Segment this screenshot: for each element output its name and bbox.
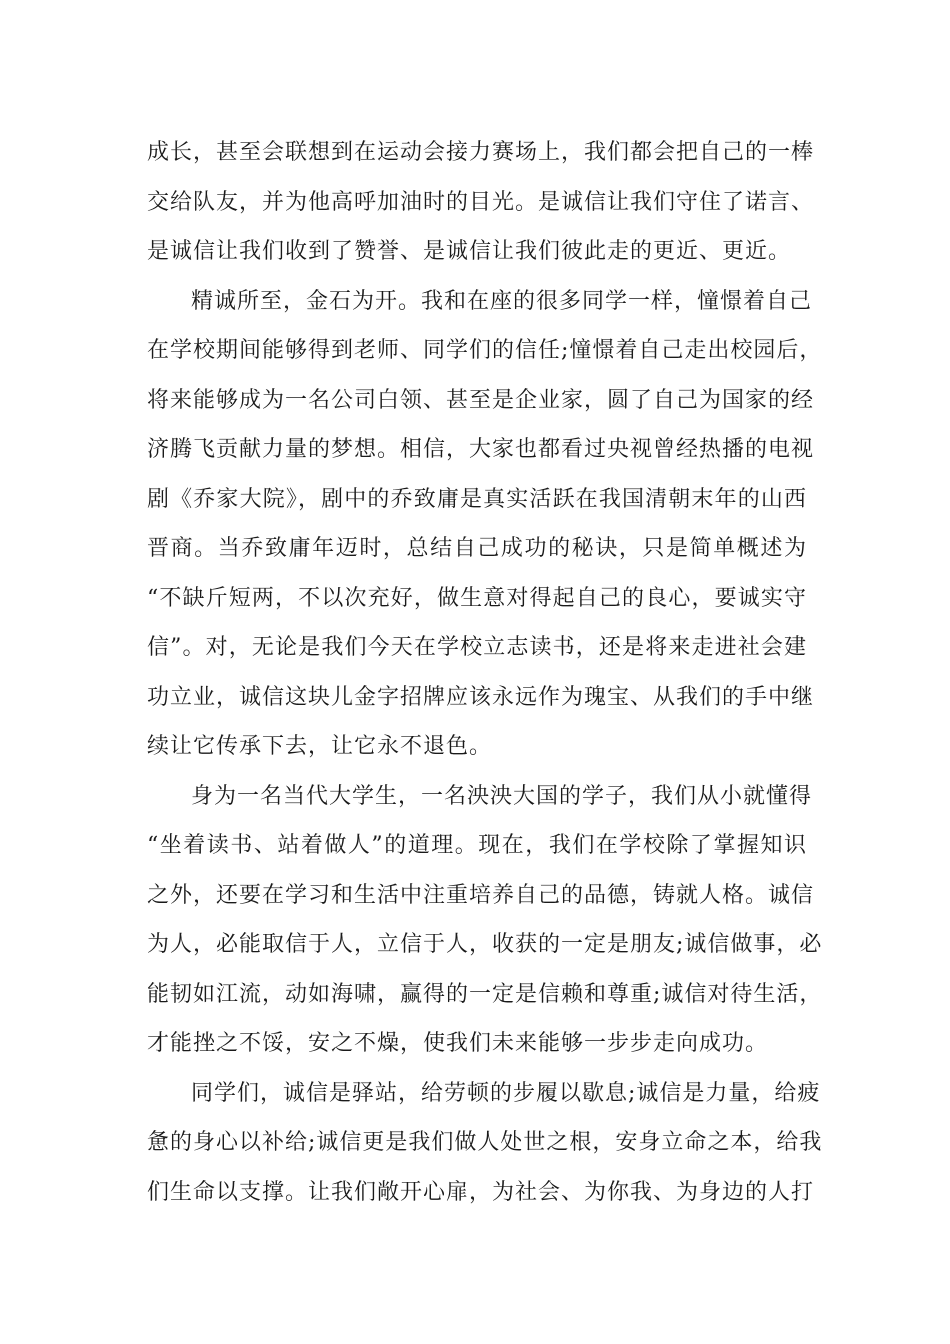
paragraph-2-line-2: 在学校期间能够得到老师、同学们的信任;憧憬着自己走出校园后， <box>147 338 823 363</box>
paragraph-1-line-3: 是诚信让我们收到了赞誉、是诚信让我们彼此走的更近、更近。 <box>147 239 792 264</box>
paragraph-2-line-6: 晋商。当乔致庸年迈时，总结自己成功的秘诀，只是简单概述为 <box>147 536 807 561</box>
paragraph-2-line-1: 精诚所至，金石为开。我和在座的很多同学一样，憧憬着自己 <box>191 288 813 314</box>
paragraph-2-line-5: 剧《乔家大院》，剧中的乔致庸是真实活跃在我国清朝末年的山西 <box>147 486 807 512</box>
paragraph-1-line-1: 成长，甚至会联想到在运动会接力赛场上，我们都会把自己的一棒 <box>147 140 815 165</box>
document-body <box>147 128 823 1217</box>
paragraph-3-line-3: 之外，还要在学习和生活中注重培养自己的品德，铸就人格。诚信 <box>147 882 815 908</box>
paragraph-3-line-5: 能韧如江流，动如海啸，赢得的一定是信赖和尊重;诚信对待生活， <box>147 981 823 1007</box>
paragraph-2-line-4: 济腾飞贡献力量的梦想。相信，大家也都看过央视曾经热播的电视 <box>147 437 815 462</box>
paragraph-2-line-7: “不缺斤短两，不以次充好，做生意对得起自己的良心，要诚实守 <box>147 585 807 611</box>
paragraph-3-line-2: “坐着读书、站着做人”的道理。现在，我们在学校除了掌握知识 <box>147 833 807 858</box>
paragraph-2-line-10: 续让它传承下去，让它永不退色。 <box>147 734 493 759</box>
paragraph-3-line-4: 为人，必能取信于人，立信于人，收获的一定是朋友;诚信做事，必 <box>147 932 823 957</box>
paragraph-4-line-1: 同学们，诚信是驿站，给劳顿的步履以歇息;诚信是力量，给疲 <box>191 1080 821 1106</box>
paragraph-2-line-9: 功立业，诚信这块儿金字招牌应该永远作为瑰宝、从我们的手中继 <box>147 684 815 710</box>
paragraph-2-line-3: 将来能够成为一名公司白领、甚至是企业家，圆了自己为国家的经 <box>147 387 815 413</box>
paragraph-2-line-8: 信”。对，无论是我们今天在学校立志读书，还是将来走进社会建 <box>147 635 807 660</box>
paragraph-4-line-3: 们生命以支撑。让我们敞开心扉，为社会、为你我、为身边的人打 <box>147 1179 815 1205</box>
paragraph-3-line-1: 身为一名当代大学生，一名泱泱大国的学子，我们从小就懂得 <box>191 783 813 809</box>
paragraph-3-line-6: 才能挫之不馁，安之不燥，使我们未来能够一步步走向成功。 <box>147 1031 769 1056</box>
paragraph-1-line-2: 交给队友，并为他高呼加油时的目光。是诚信让我们守住了诺言、 <box>147 189 815 215</box>
paragraph-4-line-2: 惫的身心以补给;诚信更是我们做人处世之根，安身立命之本，给我 <box>147 1130 823 1155</box>
